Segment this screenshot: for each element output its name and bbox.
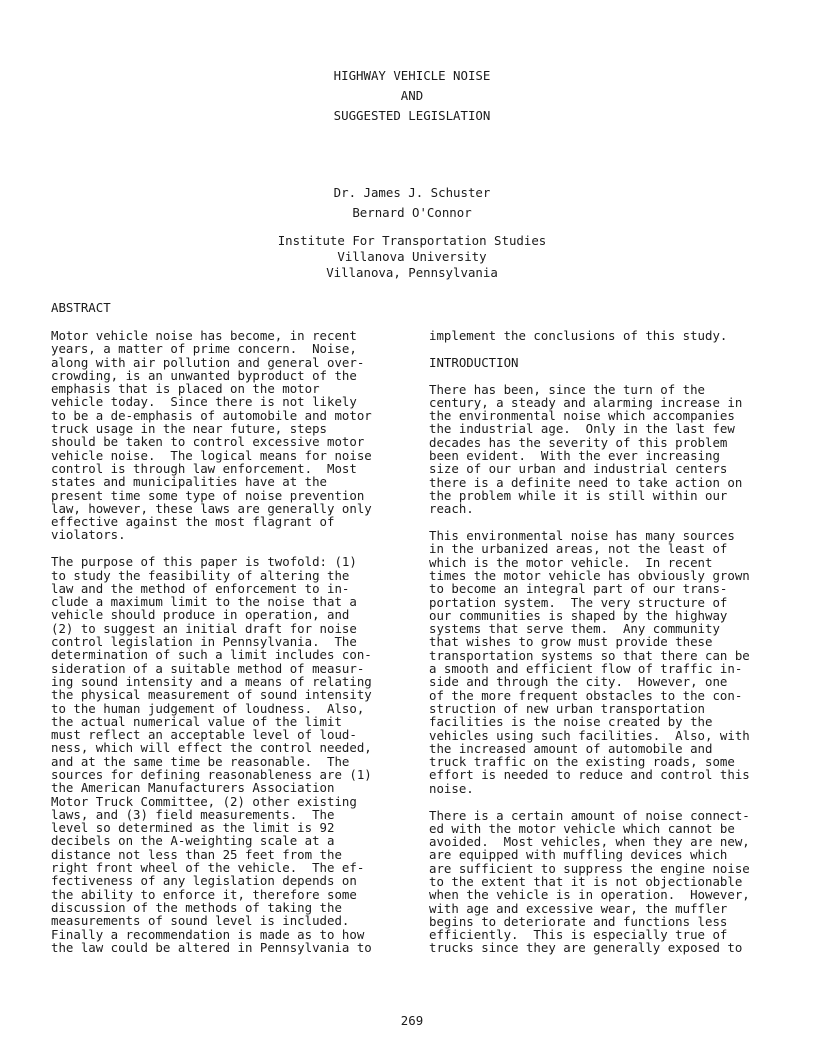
left-column (51, 329, 401, 954)
university-name: Villanova University (337, 249, 487, 264)
page-number: 269 (400, 1013, 424, 1028)
intro-paragraph-3: There is a certain amount of noise connect- ed with the motor vehicle which cannot be avoided. Most vehicles, when they are new, are equipped with muffling devices which are sufficient to suppress the engine noise to the extent that it is not objectionable when the vehicle is in operation. However, with age and excessive wear, the muffler begins to deteriorate and functions less efficiently. This is especially true of trucks since they are generally exposed to (429, 807, 750, 956)
author-name: Dr. James J. Schuster (333, 185, 491, 200)
abstract-paragraph-1: Motor vehicle noise has become, in recent years, a matter of prime concern. Noise, along with air pollution and general over- crowding, is an unwanted byproduct of the emphasis that is placed on the motor vehicle today. Since there is not likely to be a de-emphasis of automobile and motor truck usage in the near future, steps should be taken to control excessive motor vehicle noise. The logical means for noise control is through law enforcement. Most states and municipalities have at the present time some type of noise prevention law, however, these laws are generally only effective against the most flagrant of violators. (51, 328, 372, 543)
abstract-paragraph-2: The purpose of this paper is twofold: (1) to study the feasibility of altering the law and the method of enforcement to in- clude a maximum limit to the noise that a vehicle should produce in operation, and (2) to suggest an initial draft for noise control legislation in Pennsylvania. The determination of such a limit includes con- sideration of a suitable method of measur- ing sound intensity and a means of relating the physical measurement of sound intensity to the human judgement of loudness. Also, the actual numerical value of the limit must reflect an acceptable level of loud- ness, which will effect the control needed, and at the same time be reasonable. The sources for defining reasonableness are (1) the American Manufacturers Association Motor Truck Committee, (2) other existing laws, and (3) field measurements. The level so determined as the limit is 92 decibels on the A-weighting scale at a distance not less than 25 feet from the right front wheel of the vehicle. The ef- fectiveness of any legislation depends on the ability to enforce it, therefore some discussion of the methods of taking the measurements of sound level is included. Finally a recommendation is made as to how the law could be altered in Pennsylvania to (51, 554, 372, 955)
intro-paragraph-1: There has been, since the turn of the century, a steady and alarming increase in the environmental noise which accompanies the industrial age. Only in the last few decades has the severity of this problem been evident. With the ever increasing size of our urban and industrial centers there is a definite need to take action on the problem while it is still within our reach. (429, 381, 743, 517)
author-name: Bernard O'Connor (352, 205, 472, 220)
affiliation-block (0, 233, 824, 281)
intro-paragraph-2: This environmental noise has many sources in the urbanized areas, not the least of which is the motor vehicle. In recent times the motor vehicle has obviously grown to become an integral part of our trans- portation system. The very structure of our communities is shaped by the highway systems that serve them. Any community that wishes to grow must provide these transportation systems so that there can be a smooth and efficient flow of traffic in- side and through the city. However, one of the more frequent obstacles to the con- struction of new urban transportation facilities is the noise created by the vehicles using such facilities. Also, with the increased amount of automobile and truck traffic on the existing roads, some effort is needed to reduce and control this noise. (429, 528, 750, 796)
right-column (429, 329, 779, 955)
institution-name: Institute For Transportation Studies (277, 233, 547, 248)
paper-title (0, 66, 824, 126)
introduction-heading: INTRODUCTION (429, 354, 519, 370)
author-block (0, 183, 824, 223)
abstract-heading: ABSTRACT (51, 300, 111, 315)
title-line-2: AND (400, 88, 424, 103)
title-line-3: SUGGESTED LEGISLATION (333, 108, 491, 123)
abstract-continuation: implement the conclusions of this study. (429, 328, 728, 343)
location: Villanova, Pennsylvania (326, 265, 498, 280)
title-line-1: HIGHWAY VEHICLE NOISE (333, 68, 491, 83)
